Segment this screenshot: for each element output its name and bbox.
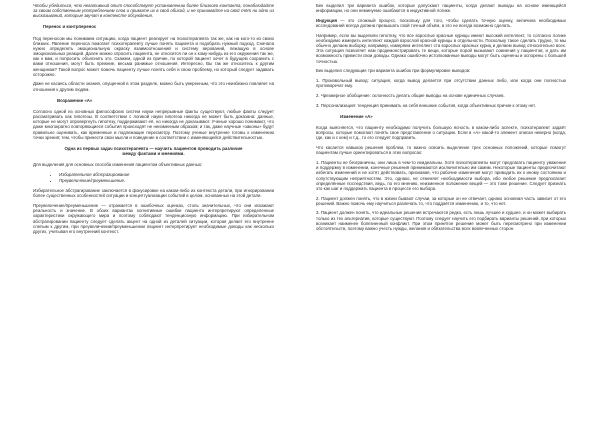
- transference-note: Даже не касаясь области знания, опущенной в этом разделе, можно быть уверенным, что это неизбежно повлияет на отношения к другим людям.: [33, 81, 274, 92]
- heading-change-a: Изменение «A»: [340, 113, 373, 119]
- list-item: 2. Пациент должен понять, что в жизни бывают случаи, за которые он не отвечает, однако основная часть зависит от его решений. Важно помочь ему научиться различать то, что поддаётся изменению, и то, что нет.: [316, 195, 566, 206]
- transference-paragraph: Под переносом мы понимаем ситуацию, когда пациент реагирует на психотерапевта так же, как на кого-то из своих близких. Явление переноса помогает психотерапевту лучше понять пациента и подобрать нужный подход. Сначала нужно определить эмоциональную окраску взаимоотношений и систему верований, лежащую в основе эмоциональных реакций. Далее можно спросить пациента, не относится ли он к кому-нибудь из его окружения так же, как к вам, и попросить объяснить это. Скажем, одной из причин, по которой пациент хочет в будущем сохранить с вами отношения, могут быть прежние, весьма ранимые отношения. Интересно, Вы так же относитесь к другим женщинам? Такой вопрос может помочь пациенту лучше понять себя и свою проблему, но который следует задавать осторожно.: [33, 35, 274, 77]
- problem-solving-intro: Что касается навыков решения проблем, то важно освоить выделение трех основных положений, которые помогут пациентам лучше ориентироваться в этих вопросах:: [316, 145, 566, 156]
- example-paragraph: Например, если вы выделили гипотезу, что все взрослые красные курицы имеют высокий интеллект, то согласно логике необходимо измерить интеллект каждой взрослой красной курицы в отдельности. Поскольку такое сделать трудно, то мы обычно делаем выборку, например, измеряем интеллект ста взрослых красных куриц и делаем вывод относительно всех. Эта ситуация позволяет нам продемонстрировать те вещи, которые порой вызывают сомнения у пациентов, и дать им возможность привести свои доводы. Однако ошибочно истолкованные выводы могут быть оценены и оспорены с большей точностью.: [316, 32, 566, 64]
- induction-term: Индукция: [316, 17, 338, 23]
- list-item: • Избирательное абстрагирование: [59, 172, 274, 177]
- list-item: 2. Чрезмерное обобщение: склонность делать общие выводы на основе единичных случаев.: [316, 93, 505, 98]
- conclusions-intro: Бек выделил следующие три варианта ошибок при формулировке выводов:: [316, 68, 471, 74]
- induction-paragraph: [316, 18, 566, 28]
- left-intro-paragraph: Чтобы убедиться, что негативный опыт способствует уcтановлению более близкого контакта, понаблюдайте за своим собственным употреблением слов и примите их в свой обиход, и не принимайте на свой счёт ни одно из высказываний, которые звучат в контексте обсуждения.: [33, 3, 274, 19]
- list-item: • Преувеличение/преуменьшение.: [59, 178, 274, 183]
- list-item: 1. Пациенты не безграничны, они лишь в чем-то неидеальны. Хотя психотерапевты могут предлагать пациенту уважение и поддержку в изменении, конечные решения принимаются исключительно им самим. Некоторые пациенты предпочитают избегать изменений и не хотят действовать, признавая, что рабочие изменения могут приводить их к иному состоянию и сопутствующим неприятностям. Это, однако, не отменяет необходимости выбора, ибо любое решение предполагает определённые последствия, ведь, по его мнению, неизменное положение вещей — это тоже решение. Следует признать это как шаг и поддержать пациента в процессе его выбора.: [316, 160, 566, 191]
- list-item: 3. Пациент должен понять, что идеальные решения встречаются редко, есть лишь лучшее и худшее, и он может выбирать только из тех альтернатив, которые существуют. Поэтому следует научить его подбирать варианты решений, при которых возникает наименее болезненный конфликт. При этом принятое решение может быть пересмотрено при изменении обстоятельств, поэтому важно учесть нужды, желания и обязательства всех вовлеченных сторон.: [316, 210, 566, 231]
- methods-list: [33, 172, 274, 183]
- list-item: 3. Персонализация: тенденция принимать на себя внешние события, когда объективных причин к этому нет.: [316, 102, 536, 108]
- selective-abstraction-paragraph: Избирательное абстрагирование заключается в фокусировке на каком-либо из контекста детали, при игнорировании более существенных особенностей ситуации и концептуализации событий в целом, основанных на этой детали.: [33, 188, 274, 199]
- heading-objection-a: Возражение «A»: [57, 97, 93, 103]
- induction-text: — это сложный процесс, поскольку для того, чтобы сделать точную оценку, величина необходимых исследований всегда должна превышать свой точный объём, а это не всегда возможно сделать.: [316, 17, 566, 29]
- methods-intro: Для выделения для основных способа изменения пациентом объективных данных:: [33, 162, 203, 168]
- left-column: [33, 3, 274, 422]
- change-paragraph: Когда выясняется, что пациенту необходимо получить большую ясность в каком-либо аспекте, психотерапевт задаёт вопросы, которые помогают понять свое представление о ситуации. Если в «А» какой-то элемент описан неверно (когда, где, как и с кем) и т.д., то его следует подправить.: [316, 125, 566, 141]
- exaggeration-paragraph: Преувеличение/преуменьшение — отражается в ошибочных оценках, столь значительных, что они искажают реальность и значение. В обоих вариантах когнитивные ошибки пациента интерпретируют определенные характеристики окружающего мира и поэтому соблюдают тенденциозную информацию. При избирательном абстрагировании пациенту следует сделать акцент на одной из деталей ситуации, которая делает его внутренне слепым к другим, при преувеличении/преуменьшении пациент интерпретирует необходимые доводы как несколько других, учитывая его внутренний контекст.: [33, 203, 274, 234]
- beck-errors-paragraph: Бек выделил три варианта ошибок, которые допускают пациенты, когда делают выводы на основе имеющейся информации, но они неминуемо ошибаются в индуктивной логике.: [316, 3, 566, 14]
- facts-opinions-heading: Одна из первых задач психотерапевта — научить пациентов проводить различие между фактами и мнениями.: [64, 145, 243, 157]
- heading-transference: Перенос и контрперенос: [43, 24, 97, 30]
- right-column: [316, 3, 566, 422]
- science-paragraph: Согласно одной из основных философских систем науки непрерывные факты существуют, любые факты следует рассматривать как гипотезы. В соответствии с логикой науки гипотеза никогда не может быть доказана: данные, которые не могут опровергнуть гипотезу, поддерживают её, но никогда не доказывают. Ученые хорошо понимают, что даже многократно повторяющиеся события происходят не неизменным образом; и так, даже научные «законы» будут правильно оценивать, как временные и подлежащие пересмотру. Поэтому ученые внутренне готовы к изменению точки зрения; тем, чтобы принести свои мысли и поведение в соответствии с изменяющейся действительностью.: [33, 108, 274, 140]
- list-item: 1. Произвольный вывод: ситуация, когда вывод делается при отсутствии данных либо, или когда они полностью противоречат ему.: [316, 78, 566, 89]
